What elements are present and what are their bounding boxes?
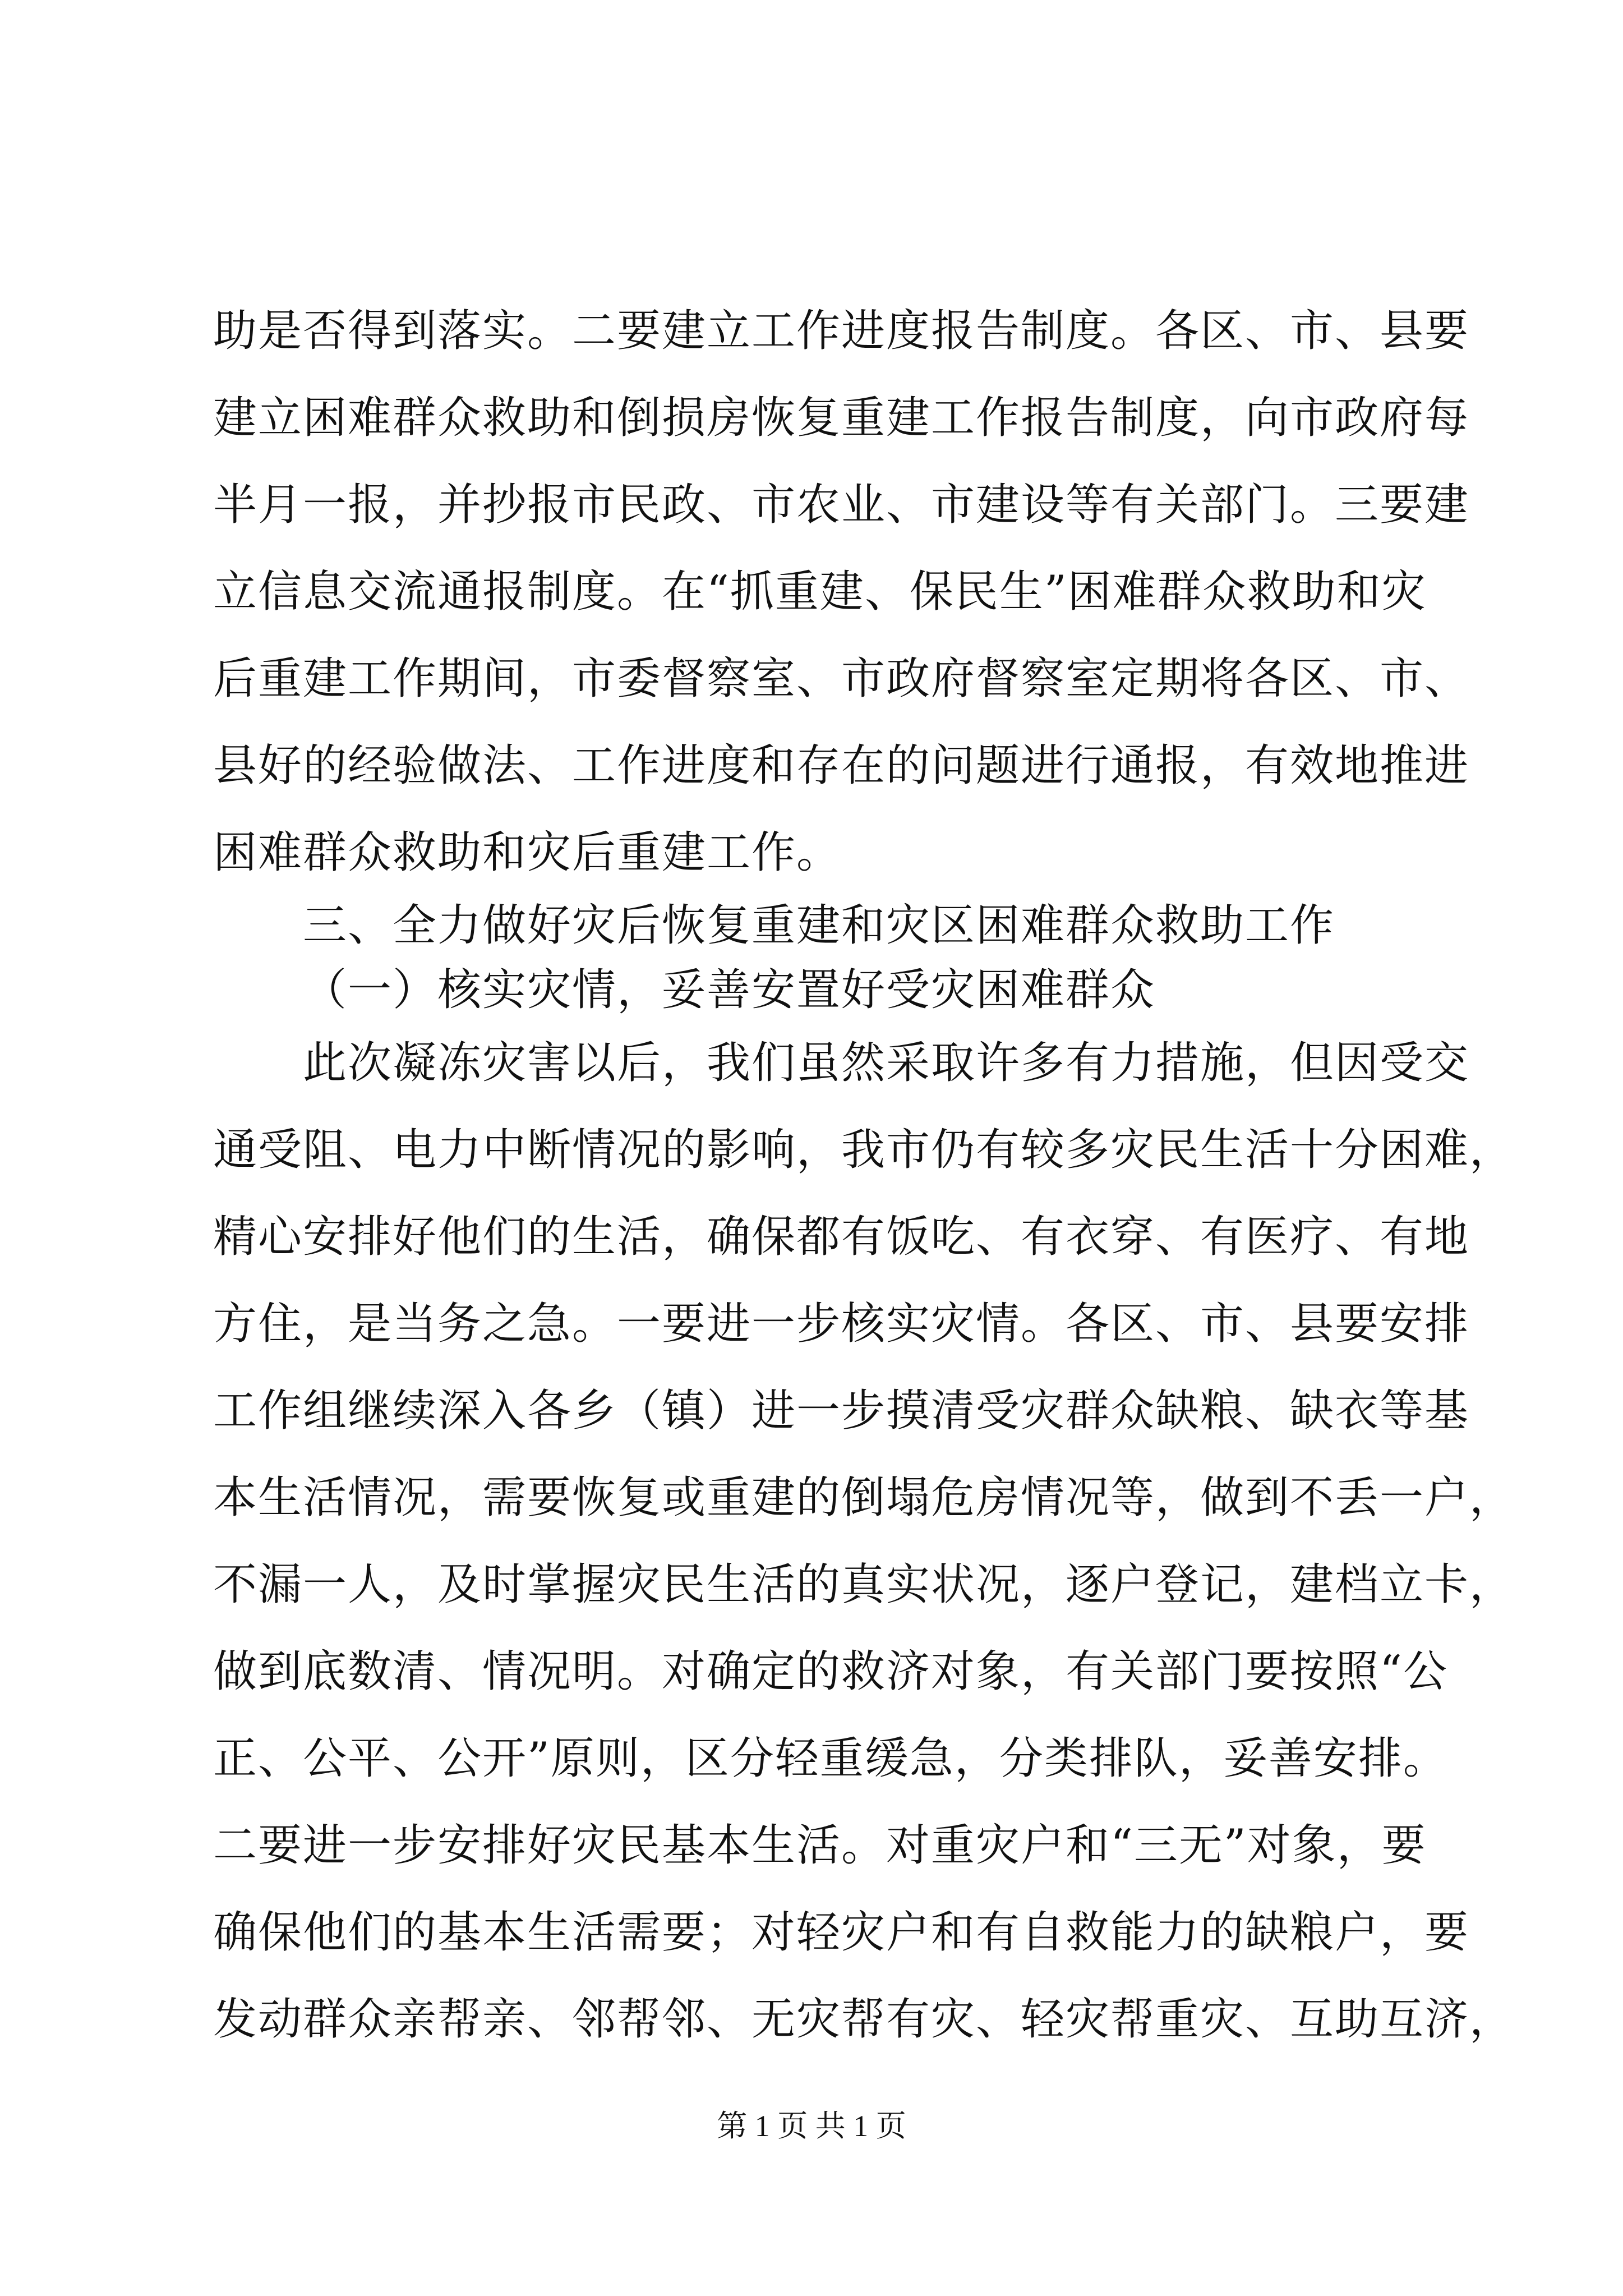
text-line: 半月一报，并抄报市民政、市农业、市建设等有关部门。三要建 [213, 480, 1470, 530]
text-line: 后重建工作期间，市委督察室、市政府督察室定期将各区、市、 [213, 654, 1470, 704]
text-line: 建立困难群众救助和倒损房恢复重建工作报告制度，向市政府每 [213, 393, 1470, 443]
text-line: 县好的经验做法、工作进度和存在的问题进行通报，有效地推进 [213, 740, 1470, 791]
text-line: 立信息交流通报制度。在“抓重建、保民生”困难群众救助和灾 [213, 567, 1427, 617]
text-line: 做到底数清、情况明。对确定的救济对象，有关部门要按照“公 [213, 1646, 1448, 1697]
text-line: 二要进一步安排好灾民基本生活。对重灾户和“三无”对象，要 [213, 1820, 1427, 1871]
text-line: 工作组继续深入各乡（镇）进一步摸清受灾群众缺粮、缺衣等基 [213, 1386, 1470, 1436]
page-number-footer: 第 1 页 共 1 页 [717, 2109, 906, 2143]
text-line: 困难群众救助和灾后重建工作。 [213, 827, 842, 878]
text-line: 通受阻、电力中断情况的影响，我市仍有较多灾民生活十分困难， [213, 1125, 1515, 1175]
text-line: 正、公平、公开”原则，区分轻重缓急，分类排队，妥善安排。 [213, 1733, 1448, 1784]
text-line: 方住，是当务之急。一要进一步核实灾情。各区、市、县要安排 [213, 1299, 1470, 1349]
subsection-heading: （一）核实灾情，妥善安置好受灾困难群众 [303, 965, 1156, 1015]
paragraph-first-line: 此次凝冻灾害以后，我们虽然采取许多有力措施，但因受交 [303, 1038, 1470, 1088]
text-line: 助是否得到落实。二要建立工作进度报告制度。各区、市、县要 [213, 306, 1470, 356]
text-line: 精心安排好他们的生活，确保都有饭吃、有衣穿、有医疗、有地 [213, 1212, 1470, 1262]
text-line: 本生活情况，需要恢复或重建的倒塌危房情况等，做到不丢一户， [213, 1473, 1515, 1523]
text-line: 确保他们的基本生活需要；对轻灾户和有自救能力的缺粮户，要 [213, 1907, 1470, 1958]
text-line: 不漏一人，及时掌握灾民生活的真实状况，逐户登记，建档立卡， [213, 1559, 1515, 1610]
section-heading: 三、全力做好灾后恢复重建和灾区困难群众救助工作 [303, 900, 1335, 951]
text-line: 发动群众亲帮亲、邻帮邻、无灾帮有灾、轻灾帮重灾、互助互济， [213, 1994, 1515, 2045]
